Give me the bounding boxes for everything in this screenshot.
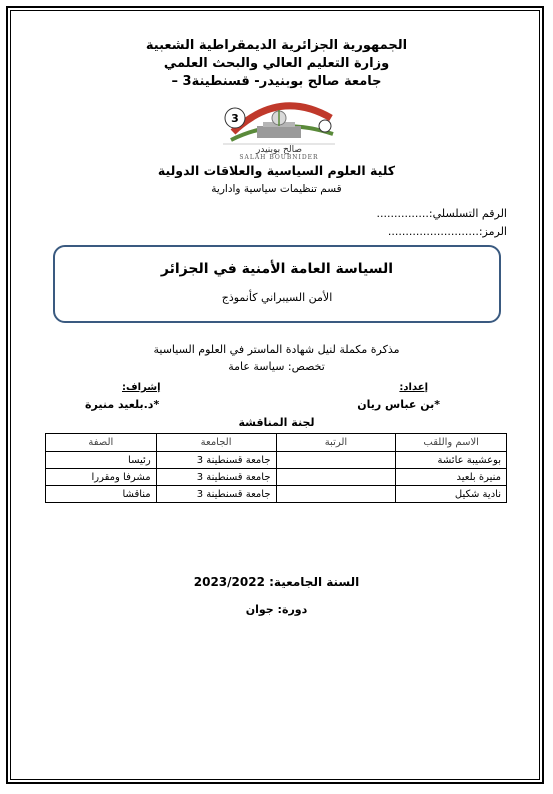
logo-latin-name: SALAH BOUBNIDER: [239, 154, 319, 160]
column-header: الاسم واللقب: [396, 434, 507, 452]
specialization: تخصص: سياسة عامة: [228, 360, 325, 373]
academic-year: السنة الجامعية: 2023/2022: [193, 575, 360, 589]
republic-title: الجمهورية الجزائرية الديمقراطية الشعبية: [145, 38, 408, 53]
member-rank: [276, 452, 396, 469]
university-title: جامعة صالح بوبنيدر- قسنطينة3 –: [171, 74, 382, 89]
logo-arabic-name: صالح بوبنيدر: [256, 145, 302, 155]
table-row: [46, 486, 507, 503]
code-value: ..........................: [387, 225, 479, 238]
faculty-name: كلية العلوم السياسية والعلاقات الدولية: [157, 163, 396, 178]
code: [388, 225, 507, 238]
committee-table: [45, 433, 507, 503]
column-header: الجامعة: [156, 434, 276, 452]
supervisor-label: إشراف:: [122, 382, 161, 393]
table-header-row: [46, 434, 507, 452]
member-role: مناقشا: [46, 486, 157, 503]
department-name: قسم تنظيمات سياسية وادارية: [211, 183, 342, 195]
member-university: جامعة قسنطينة 3: [156, 452, 276, 469]
thesis-title: السياسة العامة الأمنية في الجزائر: [160, 261, 394, 277]
ministry-title: وزارة التعليم العالي والبحث العلمي: [163, 56, 390, 71]
prepared-by-label: إعداد:: [399, 382, 428, 393]
memo-purpose: مذكرة مكملة لنيل شهادة الماستر في العلوم السياسية: [153, 343, 400, 356]
member-role: رئيسا: [46, 452, 157, 469]
serial-number: [376, 207, 507, 220]
member-role: مشرفا ومقررا: [46, 469, 157, 486]
member-rank: [276, 486, 396, 503]
member-university: جامعة قسنطينة 3: [156, 486, 276, 503]
exam-session: دورة: جوان: [245, 603, 308, 616]
member-name: منيرة بلعيد: [396, 469, 507, 486]
university-logo: [213, 96, 345, 160]
thesis-subtitle: الأمن السيبراني كأنموذج: [221, 291, 333, 304]
column-header: الصفة: [46, 434, 157, 452]
table-row: [46, 469, 507, 486]
committee-title: لجنة المناقشة: [238, 416, 315, 429]
code-label: الرمز:: [478, 225, 507, 238]
member-name: بوعشيبة عائشة: [396, 452, 507, 469]
member-name: نادية شكيل: [396, 486, 507, 503]
logo-badge-number: 3: [231, 112, 239, 125]
serial-label: الرقم التسلسلي:: [428, 207, 507, 220]
member-university: جامعة قسنطينة 3: [156, 469, 276, 486]
table-row: [46, 452, 507, 469]
serial-value: ...............: [376, 207, 429, 220]
student-name: *بن عباس ريان: [357, 398, 440, 411]
member-rank: [276, 469, 396, 486]
column-header: الرتبة: [276, 434, 396, 452]
title-box: [53, 245, 501, 323]
supervisor-name: *د.بلعيد منيرة: [85, 398, 160, 411]
